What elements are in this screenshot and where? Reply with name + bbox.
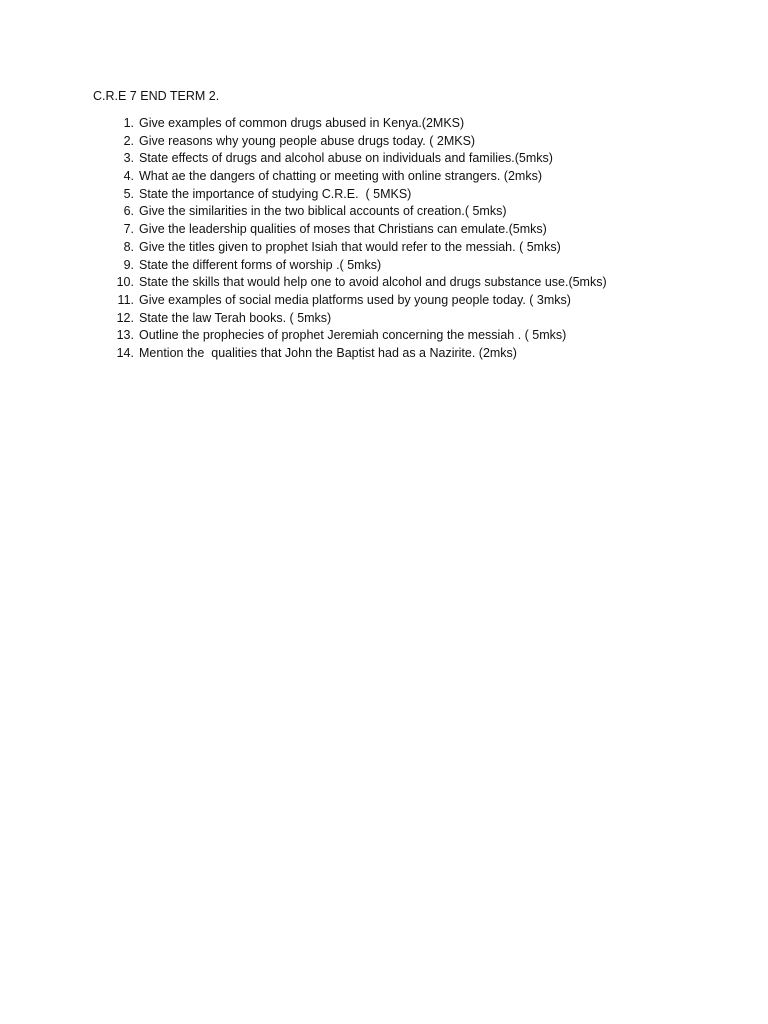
question-number: 1. <box>123 116 134 130</box>
question-text: Give reasons why young people abuse drugs today. ( 2MKS) <box>139 133 476 148</box>
question-text: Mention the qualities that John the Baptist had as a Nazirite. (2mks) <box>139 345 517 360</box>
question-number: 5. <box>123 186 134 201</box>
question-number: 12. <box>116 310 134 325</box>
question-item <box>93 168 713 186</box>
question-number: 6. <box>123 204 134 219</box>
question-text: State the importance of studying C.R.E. ( 5MKS) <box>139 186 412 201</box>
question-text: State the different forms of worship .( 5mks) <box>139 257 382 272</box>
question-item <box>93 327 713 345</box>
question-text: Give examples of common drugs abused in Kenya.(2MKS) <box>139 116 465 130</box>
question-number: 7. <box>123 222 134 237</box>
question-number: 4. <box>123 169 134 184</box>
question-text: What ae the dangers of chatting or meeting with online strangers. (2mks) <box>139 169 542 184</box>
question-item <box>93 133 713 151</box>
question-number: 13. <box>116 328 134 343</box>
question-text: Outline the prophecies of prophet Jeremiah concerning the messiah . ( 5mks) <box>139 328 567 343</box>
question-number: 8. <box>123 239 134 254</box>
question-text: Give the similarities in the two biblical accounts of creation.( 5mks) <box>139 204 507 219</box>
question-number: 2. <box>123 133 134 148</box>
question-item <box>93 310 713 328</box>
document-title: C.R.E 7 END TERM 2. <box>93 89 220 103</box>
question-number: 14. <box>116 345 134 360</box>
question-number: 3. <box>123 151 134 166</box>
question-text: State the skills that would help one to avoid alcohol and drugs substance use.(5mks) <box>139 275 607 290</box>
question-item <box>93 221 713 239</box>
question-text: Give examples of social media platforms used by young people today. ( 3mks) <box>139 292 571 307</box>
question-item <box>93 257 713 275</box>
question-item <box>93 150 713 168</box>
question-text: Give the titles given to prophet Isiah that would refer to the messiah. ( 5mks) <box>139 239 561 254</box>
question-item <box>93 203 713 221</box>
question-number: 10. <box>116 275 134 290</box>
question-text: State effects of drugs and alcohol abuse on individuals and families.(5mks) <box>139 151 553 166</box>
question-item <box>93 274 713 292</box>
question-number: 11. <box>117 292 134 307</box>
question-text: State the law Terah books. ( 5mks) <box>139 310 332 325</box>
question-item <box>93 345 713 363</box>
question-number: 9. <box>123 257 134 272</box>
question-text: Give the leadership qualities of moses that Christians can emulate.(5mks) <box>139 222 547 237</box>
question-item <box>93 115 713 133</box>
question-item <box>93 292 713 310</box>
question-item <box>93 186 713 204</box>
question-item <box>93 239 713 257</box>
question-list <box>93 115 713 363</box>
